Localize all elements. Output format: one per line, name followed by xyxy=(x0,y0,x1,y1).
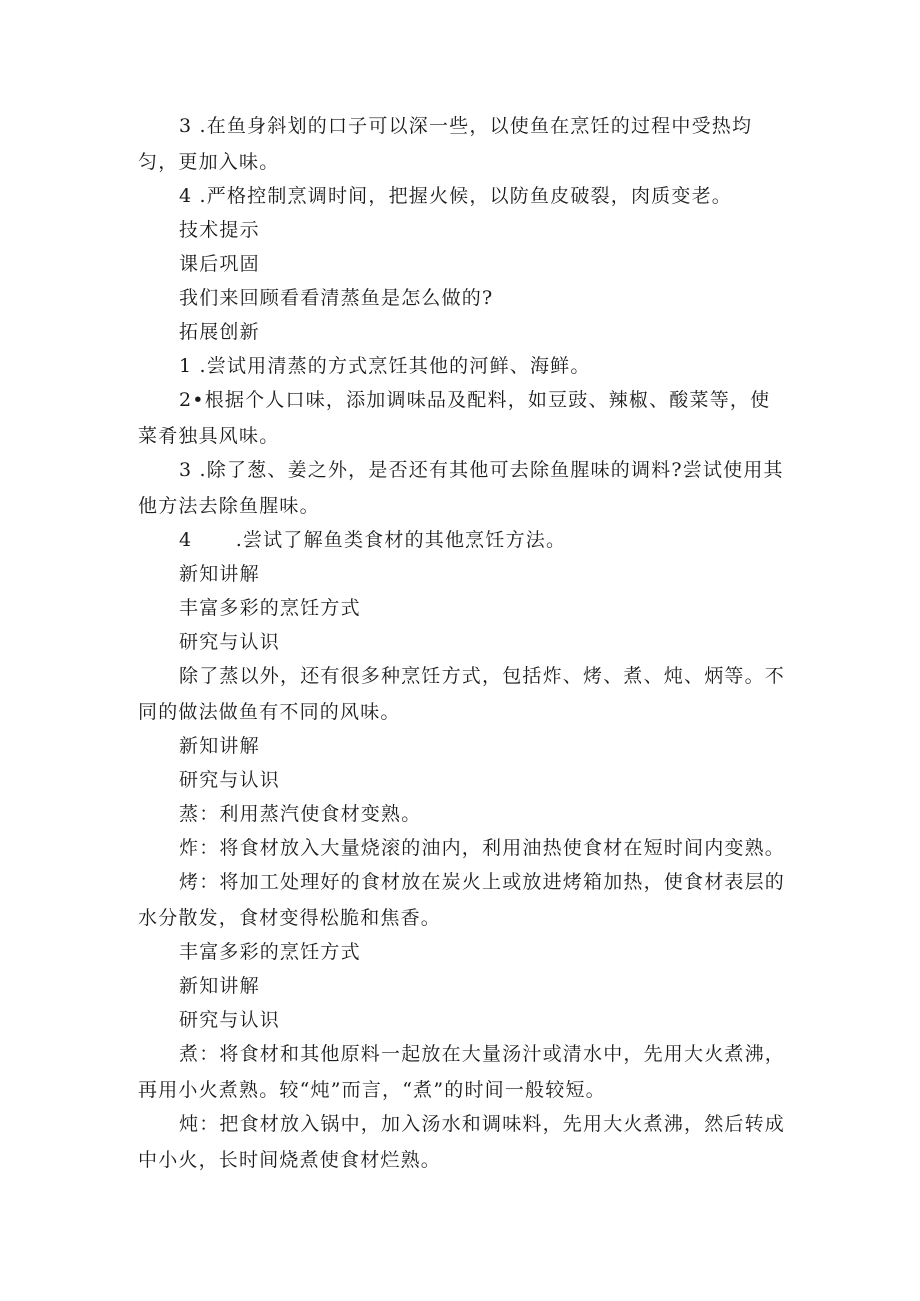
paragraph-extension-3: 3 .除了葱、姜之外，是否还有其他可去除鱼腥味的调料?尝试使用其他方法去除鱼腥味。 xyxy=(138,459,784,517)
section-heading-cooking-methods: 丰富多彩的烹饪方式 xyxy=(179,941,361,963)
section-heading-review: 课后巩固 xyxy=(179,253,260,275)
paragraph-steam: 蒸：利用蒸汽使食材变熟。 xyxy=(179,803,422,825)
paragraph-methods-intro: 除了蒸以外，还有很多种烹饪方式，包括炸、烤、煮、炖、炳等。不同的做法做鱼有不同的风味。 xyxy=(138,665,786,723)
section-heading-cooking-methods: 丰富多彩的烹饪方式 xyxy=(179,597,361,619)
paragraph-roast: 烤：将加工处理好的食材放在炭火上或放进烤箱加热，使食材表层的水分散发，食材变得松脆和焦香。 xyxy=(138,871,786,929)
paragraph-tip-4: 4 .严格控制烹调时间，把握火候，以防鱼皮破裂，肉质变老。 xyxy=(179,185,732,207)
section-heading-tech-tips: 技术提示 xyxy=(179,219,260,241)
section-heading-research: 研究与认识 xyxy=(179,769,281,791)
section-heading-research: 研究与认识 xyxy=(179,1009,281,1031)
paragraph-boil: 煮：将食材和其他原料一起放在大量汤汁或清水中，先用大火煮沸，再用小火煮熟。较“炖”而言，“煮”的时间一般较短。 xyxy=(138,1043,786,1101)
section-heading-new-knowledge: 新知讲解 xyxy=(179,975,260,997)
paragraph-extension-2: 2•根据个人口味，添加调味品及配料，如豆豉、辣椒、酸菜等，使菜肴独具风味。 xyxy=(138,389,771,447)
section-heading-research: 研究与认识 xyxy=(179,631,281,653)
document-body xyxy=(138,108,788,1176)
section-heading-new-knowledge: 新知讲解 xyxy=(179,563,260,585)
paragraph-extension-4: 4 .尝试了解鱼类食材的其他烹饪方法。 xyxy=(179,529,567,551)
paragraph-fry: 炸：将食材放入大量烧滚的油内，利用油热使食材在短时间内变熟。 xyxy=(179,837,786,859)
paragraph-stew: 炖：把食材放入锅中，加入汤水和调味料，先用大火煮沸，然后转成中小火，长时间烧煮使食材烂熟。 xyxy=(138,1113,786,1171)
paragraph-extension-1: 1 .尝试用清蒸的方式烹饪其他的河鲜、海鲜。 xyxy=(179,355,591,377)
paragraph-tip-3: 3 .在鱼身斜划的口子可以深一些，以使鱼在烹饪的过程中受热均匀，更加入味。 xyxy=(138,115,753,173)
section-heading-new-knowledge: 新知讲解 xyxy=(179,735,260,757)
review-question: 我们来回顾看看清蒸鱼是怎么做的? xyxy=(179,287,494,309)
section-heading-extension: 拓展创新 xyxy=(179,321,260,343)
